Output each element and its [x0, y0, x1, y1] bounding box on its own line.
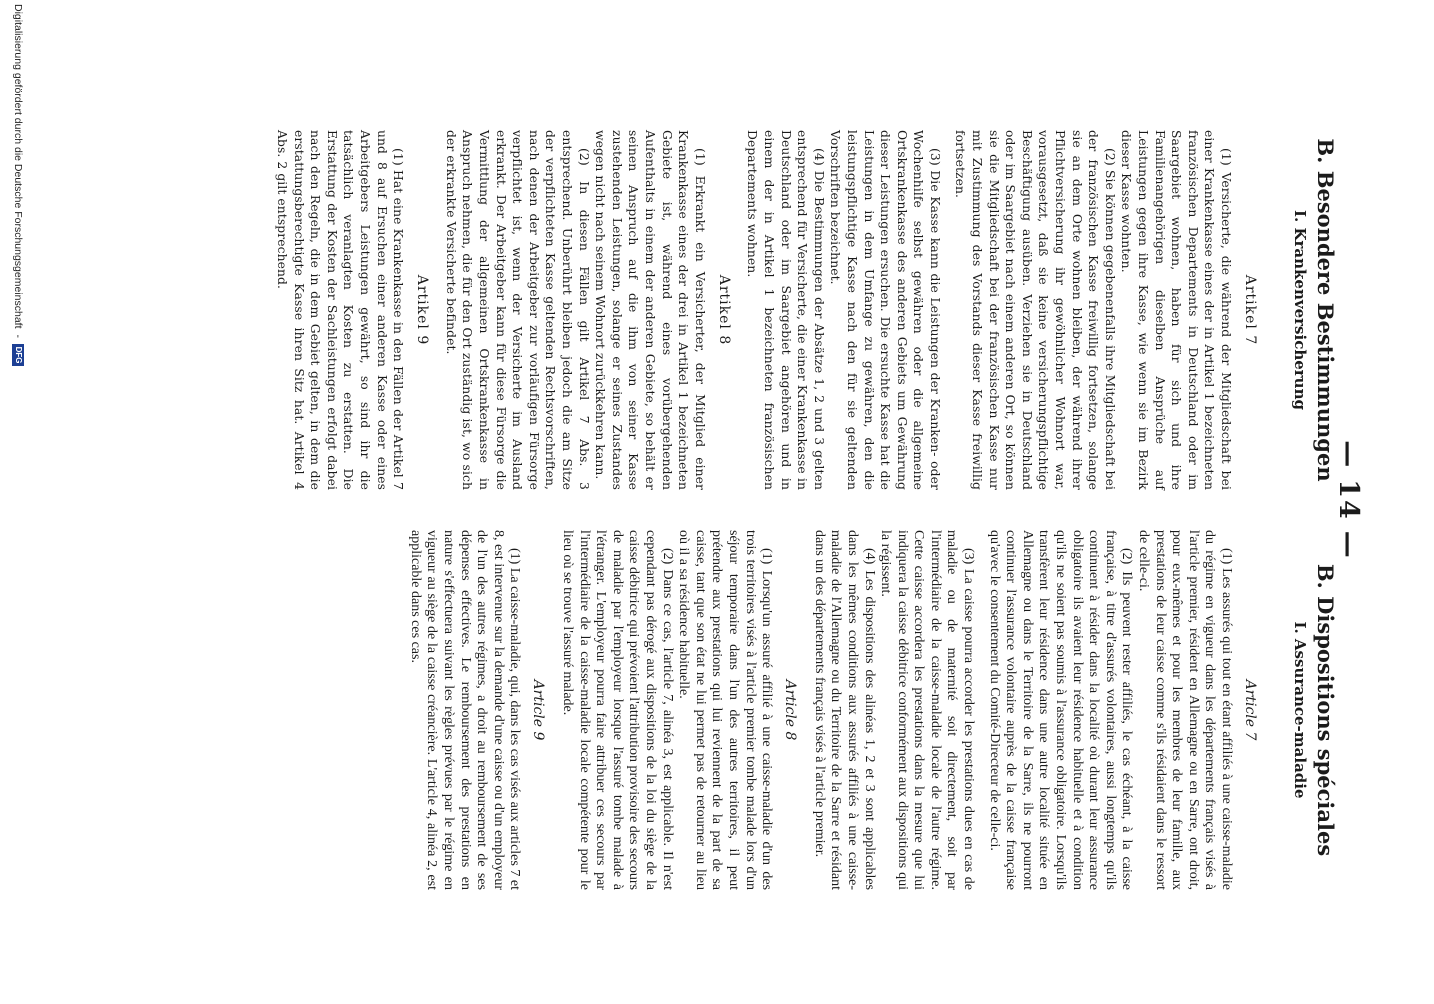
page-number: —14— [1333, 440, 1364, 560]
french-subsection-title: I. Assurance-maladie [1291, 621, 1309, 799]
german-heading [1291, 130, 1338, 490]
french-art7-para4: (4) Les dispositions des alinéas 1, 2 et 3 sont applicables dans les mêmes conditions aux assurés affiliés à une caisse-maladie de l'Allemagne ou du Territoire de la Sarre et résidant dans un des départements français visés à l'article premier. [811, 530, 877, 890]
french-section-title: B. Dispositions spéciales [1313, 563, 1338, 857]
french-art8-para1: (1) Lorsqu'un assuré affilié à une caisse-maladie d'un des trois territoires visés à l'article premier tombe malade lors d'un séjour temporaire dans l'un des autres territoires, il peut prétendre aux prestations qui lui reviennent de la part de sa caisse, tant que son état ne lui permet pas de retourner au lieu où il a sa résidence habituelle. [676, 530, 775, 890]
dfg-logo-icon: DFG [12, 344, 24, 366]
french-art7-para1: (1) Les assurés qui tout en étant affiliés à une caisse-maladie du régime en vigueur dans les départements français visés à l'article premier, résident en Allemagne ou en Sarre, ont droit, pour eux-mêmes et pour les membres de leur famille, aux prestations de leur caisse comme s'ils résidaient dans le ressort de celle-ci. [1136, 530, 1234, 890]
german-article-9-heading: Artikel 9 [414, 274, 431, 346]
french-article-8-heading: Article 8 [782, 679, 799, 741]
german-art7-para4: (4) Die Bestimmungen der Absätze 1, 2 und 3 gelten entsprechend für Versicherte, die einer Krankenkasse in Deutschland oder im Saargebiet angehören und in einem der in Artikel 1 bezeichneten französischen Departements wohnen. [745, 130, 826, 490]
german-art9-para1: (1) Hat eine Krankenkasse in den Fällen der Artikel 7 und 8 auf Ersuchen einer anderen Kasse oder eines Arbeitgebers Leistungen gewährt, so sind ihr die tatsächlich veranlagten Kosten zu erstatten. Die Erstattung der Kosten der Sachleistungen erfolgt dabei nach den Regeln, die in dem Gebiet gelten, in dem die erstattungsberechtigte Kasse ihren Sitz hat. Artikel 4 Abs. 2 gilt entsprechend. [275, 130, 406, 490]
german-art7-para3: (3) Die Kasse kann die Leistungen der Kranken- oder Wochenhilfe selbst gewähren oder die allgemeine Ortskrankenkasse des anderen Gebiets um Gewährung dieser Leistungen ersuchen. Die ersuchte Kasse hat die Leistungen in dem Umfange zu gewähren, den die leistungspflichtige Kasse nach den für sie geltenden Vorschriften bezeichnet. [828, 130, 942, 490]
french-art7-para2: (2) Ils peuvent rester affiliés, le cas échéant, à la caisse française, à titre d'assurés volontaires, aussi longtemps qu'ils continuent à résider dans la localité où durant leur assurance obligatoire ils avaient leur résidence habituelle et à condition qu'ils ne soient pas soumis à l'assurance obligatoire. Lorsqu'ils transfèrent leur résidence dans une autre localité située en Allemagne ou dans le Territoire de la Sarre, ils ne pourront continuer l'assurance volontaire auprès de la caisse française qu'avec le consentement du Comité-Directeur de celle-ci. [986, 530, 1135, 890]
german-art7-para1: (1) Versicherte, die während der Mitgliedschaft bei einer Krankenkasse eines der in Artikel 1 bezeichneten französischen Departements in Deutschland oder im Saargebiet wohnen, haben für sich und ihre Familienangehörigen dieselben Ansprüche auf Leistungen gegen ihre Kasse, wie wenn sie im Bezirk dieser Kasse wohnten. [1119, 130, 1233, 490]
french-article-9-heading: Article 9 [530, 679, 547, 741]
german-column [274, 130, 1258, 490]
french-art9-para1: (1) La caisse-maladie, qui, dans les cas visés aux articles 7 et 8, est intervenue sur la demande d'une caisse ou d'un employeur de l'un des autres régimes, a droit au remboursement de ses dépenses effectives. Le remboursement des prestations en nature s'effectuera suivant les règles prévues par le régime en vigueur au siège de la caisse créancière. L'article 4, alinéa 2, est applicable dans ces cas. [407, 530, 523, 890]
french-heading [1291, 530, 1338, 890]
credit-text: Digitalisierung gefördert durch die Deutsche Forschungsgemeinschaft [12, 4, 24, 329]
digitization-credit: Digitalisierung gefördert durch die Deutsche Forschungsgemeinschaft - DFG [6, 0, 30, 1004]
french-art8-para2: (2) Dans ce cas, l'article 7, alinéa 3, est applicable. Il n'est cependant pas dérogé aux dispositions de la loi du siège de la caisse débitrice qui prévoient l'attribution provisoire des secours de maladie par l'employeur lorsque l'assuré tombe malade à l'étranger. L'employeur pourra faire attribuer ces secours par l'intermédiaire de la caisse-maladie locale compétente pour le lieu où se trouve l'assuré malade. [560, 530, 675, 890]
german-article-8-heading: Artikel 8 [715, 274, 732, 346]
french-art7-para3: (3) La caisse pourra accorder les prestations dues en cas de maladie ou de maternité soit directement, soit par l'intermédiaire de la caisse-maladie locale de l'autre régime. Cette caisse accordera les prestations dans la mesure que lui indiquera la caisse débitrice conformément aux dispositions qui la régissent. [878, 530, 977, 890]
french-article-7-heading: Article 7 [1242, 679, 1258, 741]
german-art8-para2: (2) In diesen Fällen gilt Artikel 7 Abs. 3 entsprechend. Unberührt bleiben jedoch die am Sitze der verpflichteten Kasse geltenden Rechtsvorschriften, nach denen der Arbeitgeber zur vorläufigen Fürsorge verpflichtet ist, wenn der Versicherte im Ausland erkrankt. Der Arbeitgeber kann für diese Fürsorge die Vermittlung der allgemeinen Ortskrankenkasse in Anspruch nehmen, die für den Ort zuständig ist, wo sich der erkrankte Versicherte befindet. [443, 130, 591, 490]
german-subsection-title: I. Krankenversicherung [1291, 210, 1309, 410]
german-article-7-heading: Artikel 7 [1242, 274, 1258, 346]
german-art7-para2: (2) Sie können gegebenenfalls ihre Mitgliedschaft bei der französischen Kasse freiwillig fortsetzen, solange sie an dem Orte wohnen bleiben, der während ihrer Pflichtversicherung ihr gewöhnlicher Wohnort war, vorausgesetzt, daß sie keine versicherungspflichtige Beschäftigung ausüben. Verziehen sie in Deutschland oder im Saargebiet nach einem anderen Ort, so können sie die Mitgliedschaft bei der französischen Kasse nur mit Zustimmung des Vorstands dieser Kasse freiwillig fortsetzen. [953, 130, 1117, 490]
french-column [406, 530, 1258, 890]
german-art8-para1: (1) Erkrankt ein Versicherter, der Mitglied einer Krankenkasse eines der drei in Artikel 1 bezeichneten Gebiete ist, während eines vorübergehenden Aufenthalts in einem der anderen Gebiete, so behält er seinen Anspruch auf die ihm von seiner Kasse zustehenden Leistungen, solange er seines Zustandes wegen nicht nach seinem Wohnort zurückkehren kann. [593, 130, 707, 490]
german-section-title: B. Besondere Bestimmungen [1313, 138, 1338, 482]
